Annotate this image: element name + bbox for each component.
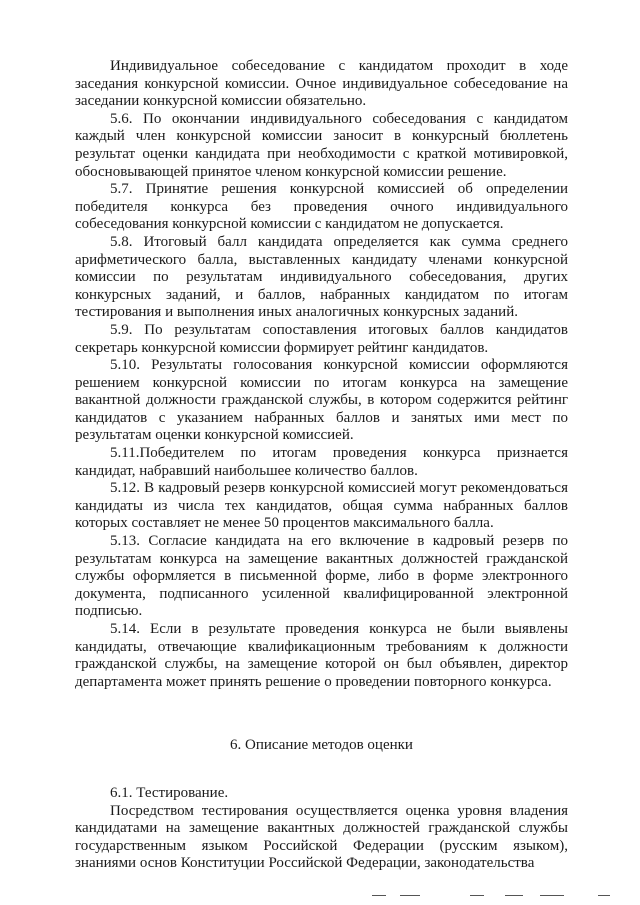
section-6-heading: 6. Описание методов оценки	[230, 737, 413, 754]
scan-artifact-line	[505, 895, 523, 896]
subsection-6-1-heading: 6.1. Тестирование.	[110, 784, 229, 801]
paragraph-5-13: 5.13. Согласие кандидата на его включение в кадровый резерв по результатам конкурса на замещение вакантных должностей гражданской службы оформляется в письменной форме, либо в форме электронного документа, подписанного усиленной квалифицированной электронной подписью.	[75, 533, 568, 620]
paragraph-5-6: 5.6. По окончании индивидуального собеседования с кандидатом каждый член конкурсной комиссии заносит в конкурсный бюллетень результат оценки кандидата при необходимости с краткой мотивировкой, обосновывающей принятое членом конкурсной комиссии решение.	[75, 110, 568, 180]
document-body	[75, 58, 568, 873]
paragraph-interview: Индивидуальное собеседование с кандидатом проходит в ходе заседания конкурсной комиссии. Очное индивидуальное собеседование на заседании конкурсной комиссии обязательно.	[75, 58, 568, 110]
paragraph-5-14: 5.14. Если в результате проведения конкурса не были выявлены кандидаты, отвечающие квалификационным требованиям к должности гражданской службы, на замещение которой он был объявлен, директор департамента может принять решение о проведении повторного конкурса.	[75, 621, 568, 690]
paragraph-5-12: 5.12. В кадровый резерв конкурсной комиссией могут рекомендоваться кандидаты из числа тех кандидатов, общая сумма набранных баллов которых составляет не менее 50 процентов максимального балла.	[75, 480, 568, 532]
paragraph-5-7: 5.7. Принятие решения конкурсной комиссией об определении победителя конкурса без проведения очного индивидуального собеседования конкурсной комиссии с кандидатом не допускается.	[75, 181, 568, 233]
paragraph-5-10: 5.10. Результаты голосования конкурсной комиссии оформляются решением конкурсной комиссии по итогам конкурса на замещение вакантной должности гражданской службы, в котором содержится рейтинг кандидатов с указанием набранных баллов и занятых ими мест по результатам оценки конкурсной комиссией.	[75, 357, 568, 444]
paragraph-5-8: 5.8. Итоговый балл кандидата определяется как сумма среднего арифметического балла, выставленных кандидату членами конкурсной комиссии по результатам индивидуального собеседования, других конкурсных заданий, и баллов, набранных кандидатом по итогам тестирования и выполнения иных аналогичных конкурсных заданий.	[75, 233, 568, 321]
scan-artifact-line	[470, 895, 484, 896]
scan-artifact-line	[540, 895, 564, 896]
paragraph-6-1-text: Посредством тестирования осуществляется оценка уровня владения кандидатами на замещение вакантных должностей гражданской службы государственным языком Российской Федерации (русским языком), знаниями основ Конституции Российской Федерации, законодательства	[75, 802, 568, 872]
paragraph-5-9: 5.9. По результатам сопоставления итоговых баллов кандидатов секретарь конкурсной комиссии формирует рейтинг кандидатов.	[75, 321, 568, 356]
scan-artifact-line	[598, 895, 610, 896]
scan-artifact-line	[400, 895, 420, 896]
paragraph-5-11: 5.11.Победителем по итогам проведения конкурса признается кандидат, набравший наибольшее количество баллов.	[75, 445, 568, 479]
scan-artifact-line	[372, 895, 386, 896]
